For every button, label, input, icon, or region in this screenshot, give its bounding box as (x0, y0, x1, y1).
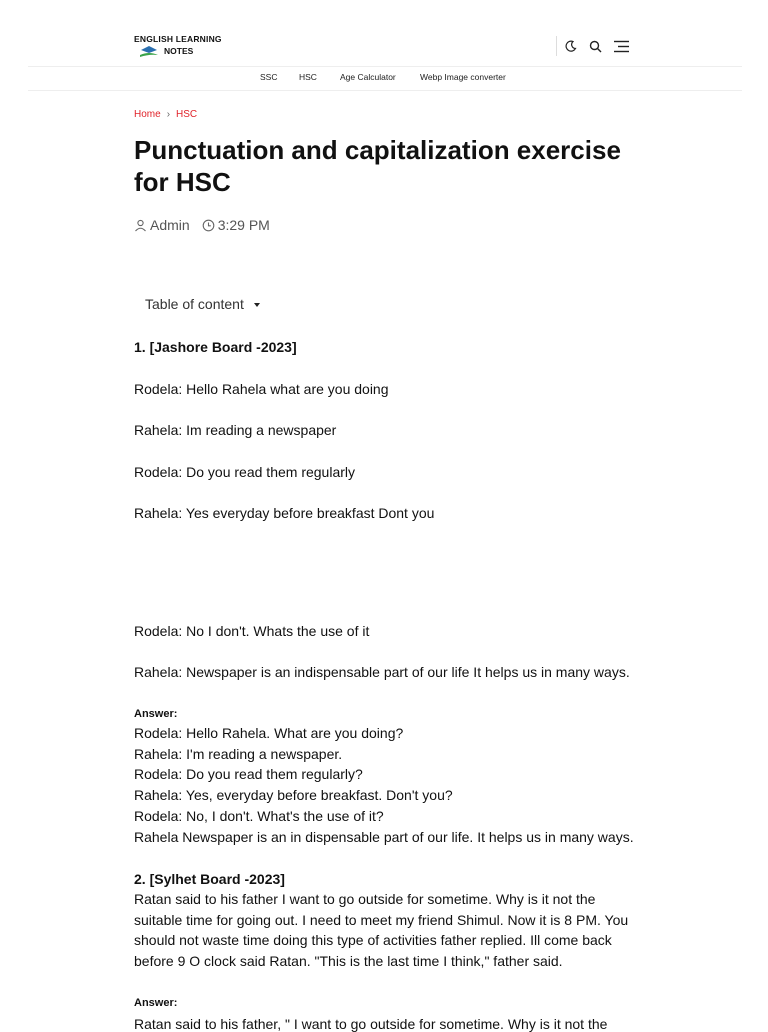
post-time: 3:29 PM (217, 217, 270, 233)
search-icon[interactable] (587, 38, 603, 54)
q2-line: should not waste time doing this type of activities father replied. Ill come back (134, 932, 612, 949)
nav-item-hsc[interactable]: HSC (299, 72, 317, 82)
chevron-right-icon: › (166, 109, 171, 120)
menu-icon[interactable] (611, 38, 631, 54)
logo-text-line2: NOTES (164, 46, 194, 56)
q1-line: Rahela: Yes everyday before breakfast Dont you (134, 505, 435, 521)
site-logo[interactable] (134, 34, 244, 60)
answer-line: Rodela: Do you read them regularly? (134, 766, 363, 783)
answer-line: Rahela: I'm reading a newspaper. (134, 745, 343, 762)
user-icon (134, 219, 147, 232)
post-author[interactable]: Admin (150, 217, 190, 233)
clock-icon (202, 219, 215, 232)
moon-icon[interactable] (563, 38, 579, 54)
q1-line: Rahela: Im reading a newspaper (134, 422, 337, 438)
question-2-heading: 2. [Sylhet Board -2023] (134, 871, 285, 887)
breadcrumb-current[interactable]: HSC (176, 109, 198, 120)
answer-line: Rodela: Hello Rahela. What are you doing? (134, 725, 404, 741)
nav-item-age-calculator[interactable]: Age Calculator (340, 72, 396, 82)
q1-line: Rahela: Newspaper is an indispensable part of our life It helps us in many ways. (134, 664, 630, 680)
q1-line: Rodela: Do you read them regularly (134, 464, 356, 480)
toc-label: Table of content (145, 296, 244, 312)
q1-line: Rodela: Hello Rahela what are you doing (134, 381, 389, 397)
nav-item-ssc[interactable]: SSC (260, 72, 278, 82)
q1-answer-label: Answer: (134, 708, 178, 720)
answer-line: Rahela: Yes, everyday before breakfast. Don't you? (134, 787, 453, 804)
q1-answer (134, 723, 634, 847)
page-title: Punctuation and capitalization exercise for HSC (134, 135, 621, 197)
answer-line: Rahela Newspaper is an in dispensable part of our life. It helps us in many ways. (134, 828, 634, 845)
question-1-heading: 1. [Jashore Board -2023] (134, 339, 297, 355)
table-of-content-toggle[interactable] (145, 296, 260, 312)
logo-text-line1: ENGLISH LEARNING (134, 34, 222, 44)
q2-answer-line: Ratan said to his father, " I want to go outside for sometime. Why is it not the (134, 1016, 608, 1032)
site-header (28, 0, 742, 67)
post-meta (134, 217, 270, 233)
q1-line: Rodela: No I don't. Whats the use of it (134, 623, 370, 639)
main-nav (28, 66, 742, 91)
answer-line: Rodela: No, I don't. What's the use of it? (134, 807, 384, 824)
q2-line: before 9 O clock said Ratan. "This is the last time I think," father said. (134, 953, 563, 970)
breadcrumb (134, 109, 197, 120)
caret-down-icon (254, 303, 260, 307)
breadcrumb-home[interactable]: Home (134, 109, 161, 120)
q2-answer-label: Answer: (134, 997, 178, 1009)
q2-line: suitable time for going out. I need to meet my friend Shimul. Now it is 8 PM. You (134, 911, 629, 928)
nav-item-webp-image-converter[interactable]: Webp Image converter (420, 72, 506, 82)
header-actions (556, 36, 557, 56)
logo-emblem-icon (138, 45, 160, 59)
q2-paragraph (134, 889, 634, 972)
q2-line: Ratan said to his father I want to go outside for sometime. Why is it not the (134, 891, 596, 907)
